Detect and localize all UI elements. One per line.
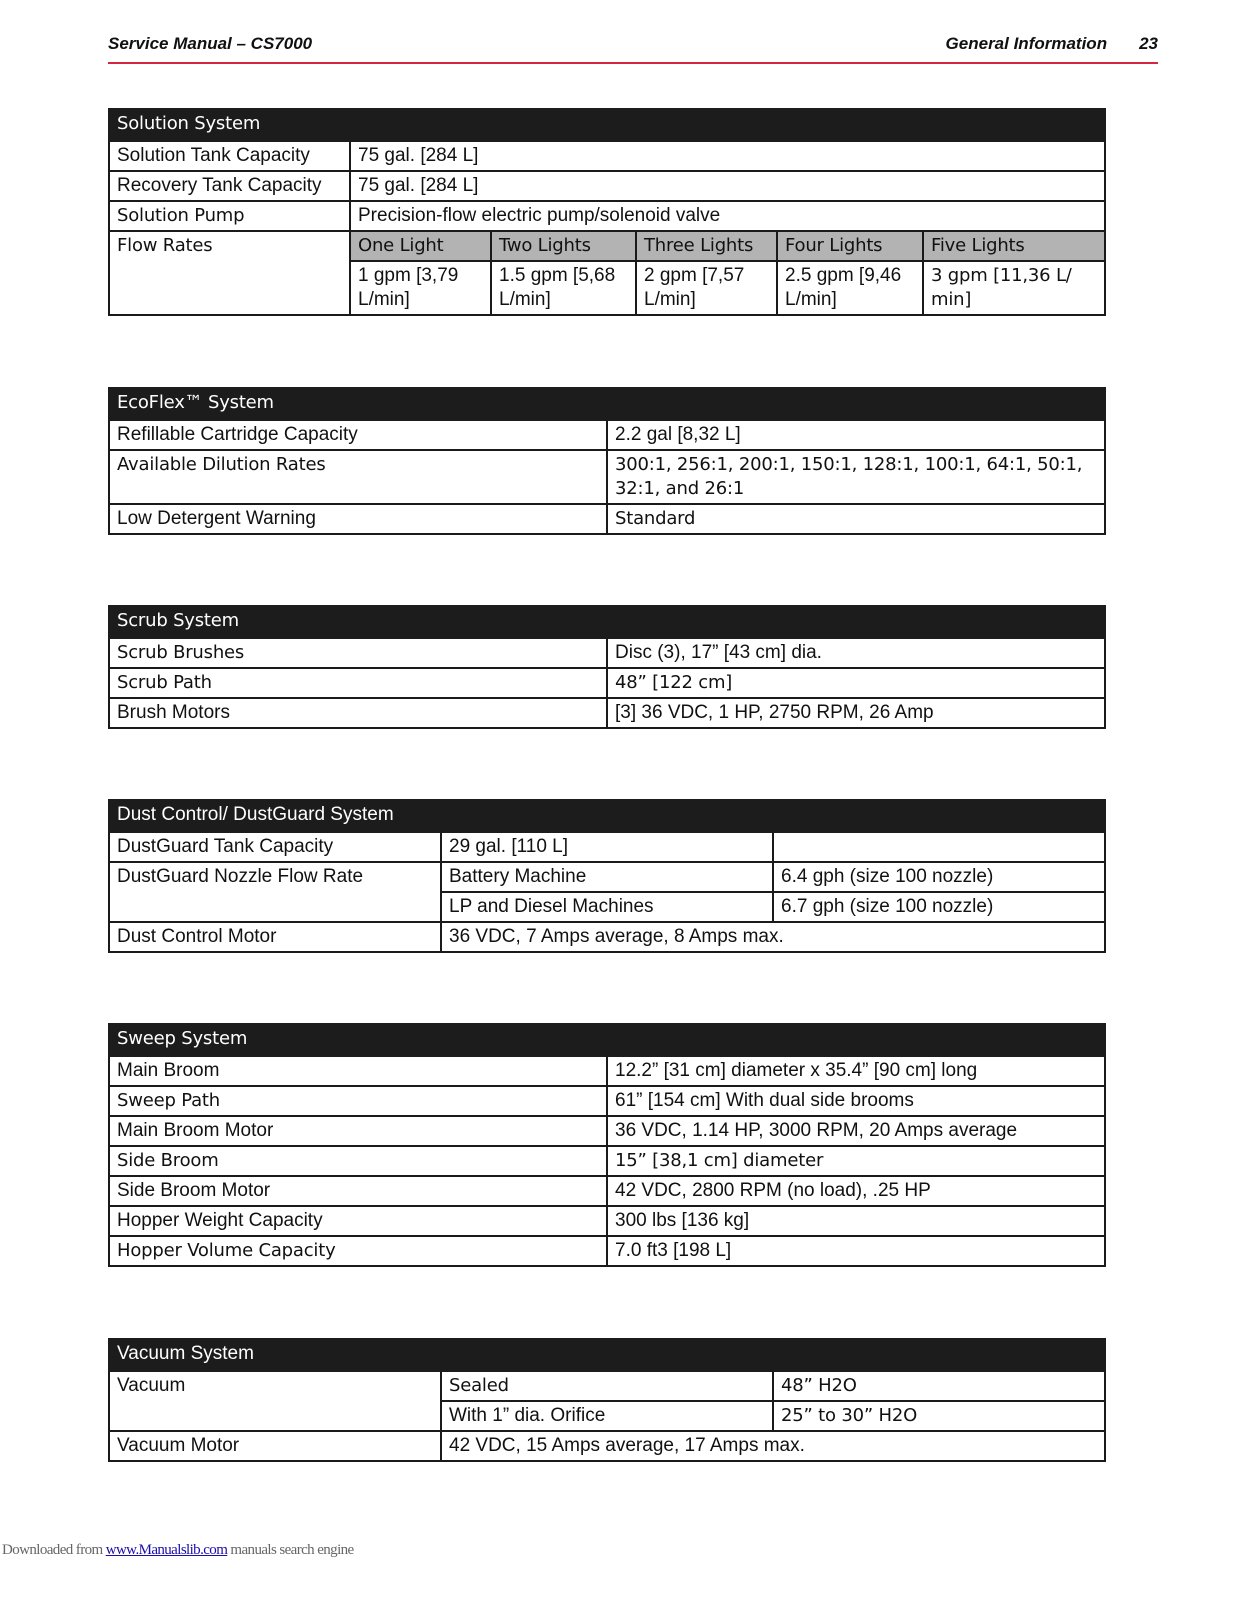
- row-label: Main Broom: [109, 1056, 607, 1086]
- row-label: Hopper Weight Capacity: [109, 1206, 607, 1236]
- vacuum-system-table: [108, 1338, 1106, 1462]
- row-value: 300 lbs [136 kg]: [607, 1206, 1105, 1236]
- flow-header: Five Lights: [923, 231, 1105, 261]
- table-title: Solution System: [109, 109, 1105, 141]
- table-title: Dust Control/ DustGuard System: [109, 800, 1105, 832]
- table-title: Scrub System: [109, 606, 1105, 638]
- row-label: Sweep Path: [109, 1086, 607, 1116]
- scrub-system-table: [108, 605, 1106, 729]
- row-label: Refillable Cartridge Capacity: [109, 420, 607, 450]
- row-value: 75 gal. [284 L]: [350, 141, 1105, 171]
- row-value: 25” to 30” H2O: [773, 1401, 1105, 1431]
- table-title: Vacuum System: [109, 1339, 1105, 1371]
- row-value: 36 VDC, 1.14 HP, 3000 RPM, 20 Amps average: [607, 1116, 1105, 1146]
- row-value: Precision-flow electric pump/solenoid valve: [350, 201, 1105, 231]
- row-label: Side Broom Motor: [109, 1176, 607, 1206]
- flow-header: One Light: [350, 231, 491, 261]
- row-value: 6.7 gph (size 100 nozzle): [773, 892, 1105, 922]
- flow-value: 1 gpm [3,79 L/min]: [350, 261, 491, 315]
- header-right: [946, 34, 1158, 54]
- row-label: Scrub Brushes: [109, 638, 607, 668]
- row-label: Solution Pump: [109, 201, 350, 231]
- row-label: Dust Control Motor: [109, 922, 441, 952]
- row-value: 29 gal. [110 L]: [441, 832, 773, 862]
- row-value: 75 gal. [284 L]: [350, 171, 1105, 201]
- page-number: 23: [1139, 34, 1158, 53]
- row-label: DustGuard Tank Capacity: [109, 832, 441, 862]
- row-value: 36 VDC, 7 Amps average, 8 Amps max.: [441, 922, 1105, 952]
- manual-title: Service Manual – CS7000: [108, 34, 313, 53]
- flow-header: Three Lights: [636, 231, 777, 261]
- row-label: Low Detergent Warning: [109, 504, 607, 534]
- flow-value: 2.5 gpm [9,46 L/min]: [777, 261, 923, 315]
- sub-label: With 1” dia. Orifice: [441, 1401, 773, 1431]
- sub-label: LP and Diesel Machines: [441, 892, 773, 922]
- page-header: [108, 32, 1158, 64]
- row-label: Available Dilution Rates: [109, 450, 607, 504]
- footer-suffix: manuals search engine: [227, 1542, 354, 1558]
- flow-header: Two Lights: [491, 231, 636, 261]
- flow-header: Four Lights: [777, 231, 923, 261]
- row-value: 15” [38,1 cm] diameter: [607, 1146, 1105, 1176]
- row-label: Side Broom: [109, 1146, 607, 1176]
- row-value: Standard: [607, 504, 1105, 534]
- row-value: 300:1, 256:1, 200:1, 150:1, 128:1, 100:1, 64:1, 50:1, 32:1, and 26:1: [607, 450, 1105, 504]
- download-footer: [2, 1542, 354, 1559]
- row-value: 12.2” [31 cm] diameter x 35.4” [90 cm] long: [607, 1056, 1105, 1086]
- row-label: Solution Tank Capacity: [109, 141, 350, 171]
- row-value: 42 VDC, 15 Amps average, 17 Amps max.: [441, 1431, 1105, 1461]
- row-label: DustGuard Nozzle Flow Rate: [109, 862, 441, 922]
- row-value: 2.2 gal [8,32 L]: [607, 420, 1105, 450]
- row-label: Scrub Path: [109, 668, 607, 698]
- row-label: Main Broom Motor: [109, 1116, 607, 1146]
- row-value: 61” [154 cm] With dual side brooms: [607, 1086, 1105, 1116]
- table-title: EcoFlex™ System: [109, 388, 1105, 420]
- row-value: 48” [122 cm]: [607, 668, 1105, 698]
- row-label: Hopper Volume Capacity: [109, 1236, 607, 1266]
- footer-prefix: Downloaded from: [2, 1542, 106, 1558]
- row-label: Recovery Tank Capacity: [109, 171, 350, 201]
- sweep-system-table: [108, 1023, 1106, 1267]
- row-label: Brush Motors: [109, 698, 607, 728]
- manualslib-link[interactable]: www.Manualslib.com: [105, 1542, 228, 1558]
- row-value: 48” H2O: [773, 1371, 1105, 1401]
- table-title: Sweep System: [109, 1024, 1105, 1056]
- row-value: 6.4 gph (size 100 nozzle): [773, 862, 1105, 892]
- row-value: [3] 36 VDC, 1 HP, 2750 RPM, 26 Amp: [607, 698, 1105, 728]
- sub-label: Battery Machine: [441, 862, 773, 892]
- row-value: 42 VDC, 2800 RPM (no load), .25 HP: [607, 1176, 1105, 1206]
- sub-label: Sealed: [441, 1371, 773, 1401]
- row-label: Vacuum: [109, 1371, 441, 1431]
- section-title: General Information: [945, 34, 1108, 53]
- flow-value: 1.5 gpm [5,68 L/min]: [491, 261, 636, 315]
- flow-value: 3 gpm [11,36 L/ min]: [923, 261, 1105, 315]
- solution-system-table: [108, 108, 1106, 316]
- row-value: 7.0 ft3 [198 L]: [607, 1236, 1105, 1266]
- empty-cell: [773, 832, 1105, 862]
- flow-value: 2 gpm [7,57 L/min]: [636, 261, 777, 315]
- row-label: Vacuum Motor: [109, 1431, 441, 1461]
- ecoflex-system-table: [108, 387, 1106, 535]
- row-value: Disc (3), 17” [43 cm] dia.: [607, 638, 1105, 668]
- dust-control-table: [108, 799, 1106, 953]
- row-label: Flow Rates: [109, 231, 350, 315]
